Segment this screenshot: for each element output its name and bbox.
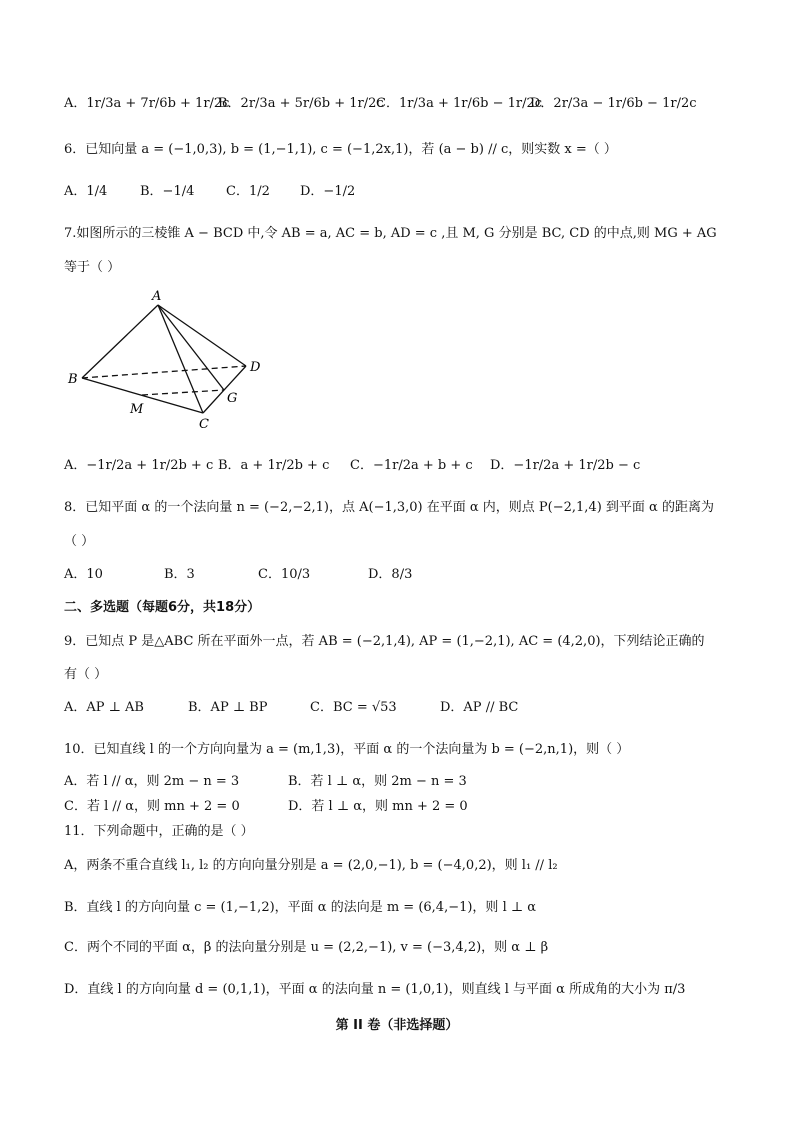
- edge-cd: [203, 366, 246, 413]
- q10-option-b: B．若 l ⊥ α，则 2m − n = 3: [288, 774, 467, 789]
- q9-option-b: B．AP ⊥ BP: [188, 700, 268, 715]
- q6-option-a: A．1/4: [64, 184, 108, 199]
- q9-option-d: D．AP // BC: [440, 700, 519, 715]
- q5-option-c: C．1r/3a + 1r/6b − 1r/2c: [376, 96, 543, 111]
- q11-option-b: B．直线 l 的方向向量 c = (1,−1,2)，平面 α 的法向是 m = (6,4,−1)，则 l ⊥ α: [64, 900, 536, 915]
- q9-stem-line1: 9．已知点 P 是△ABC 所在平面外一点，若 AB = (−2,1,4), AP = (1,−2,1), AC = (4,2,0)，下列结论正确的: [64, 634, 705, 649]
- label-m: M: [130, 402, 144, 417]
- q8-option-a: A．10: [64, 567, 103, 582]
- q9-option-a: A．AP ⊥ AB: [64, 700, 144, 715]
- q8-option-b: B．3: [164, 567, 195, 582]
- label-a: A: [152, 289, 162, 304]
- q5-option-d: D．2r/3a − 1r/6b − 1r/2c: [530, 96, 697, 111]
- label-d: D: [250, 360, 261, 375]
- label-g: G: [227, 391, 238, 406]
- q11-option-c: C．两个不同的平面 α，β 的法向量分别是 u = (2,2,−1), v = (−3,4,2)，则 α ⊥ β: [64, 940, 549, 955]
- q8-option-d: D．8/3: [368, 567, 413, 582]
- q9-stem-line2: 有（ ）: [64, 667, 108, 682]
- segment-mg-hidden: [142, 390, 224, 395]
- q10-option-d: D．若 l ⊥ α，则 mn + 2 = 0: [288, 799, 468, 814]
- edge-ab: [82, 305, 158, 378]
- label-c: C: [199, 417, 209, 432]
- q7-option-c: C．−1r/2a + b + c: [350, 458, 473, 473]
- q11-stem: 11．下列命题中，正确的是（ ）: [64, 824, 254, 839]
- q8-stem-line2: （ ）: [64, 534, 95, 549]
- edge-ag: [158, 305, 224, 390]
- q5-option-b: B．2r/3a + 5r/6b + 1r/2c: [218, 96, 384, 111]
- part2-title: 第 II 卷（非选择题）: [335, 1018, 459, 1033]
- q7-stem-line2: 等于（ ）: [64, 260, 121, 275]
- q10-option-a: A．若 l // α，则 2m − n = 3: [64, 774, 240, 789]
- q10-option-c: C．若 l // α，则 mn + 2 = 0: [64, 799, 240, 814]
- section-multi-choice-title: 二、多选题（每题6分，共18分）: [64, 600, 261, 615]
- q9-option-c: C．BC = √53: [310, 700, 397, 715]
- q10-stem: 10．已知直线 l 的一个方向向量为 a = (m,1,3)，平面 α 的一个法向量为 b = (−2,n,1)，则（ ）: [64, 742, 630, 757]
- q8-stem-line1: 8．已知平面 α 的一个法向量 n = (−2,−2,1)，点 A(−1,3,0) 在平面 α 内，则点 P(−2,1,4) 到平面 α 的距离为: [64, 500, 714, 515]
- q6-option-b: B．−1/4: [140, 184, 195, 199]
- q6-option-c: C．1/2: [226, 184, 270, 199]
- q6-stem: 6．已知向量 a = (−1,0,3), b = (1,−1,1), c = (−1,2x,1)，若 (a − b) // c，则实数 x =（ ）: [64, 142, 617, 157]
- q7-tetrahedron-figure: [60, 285, 280, 435]
- q11-option-d: D．直线 l 的方向向量 d = (0,1,1)，平面 α 的法向量 n = (1,0,1)，则直线 l 与平面 α 所成角的大小为 π/3: [64, 982, 686, 997]
- q7-option-a: A．−1r/2a + 1r/2b + c: [64, 458, 214, 473]
- q7-option-d: D．−1r/2a + 1r/2b − c: [490, 458, 641, 473]
- q5-option-a: A．1r/3a + 7r/6b + 1r/2c: [64, 96, 230, 111]
- q7-option-b: B．a + 1r/2b + c: [218, 458, 330, 473]
- q11-option-a: A，两条不重合直线 l₁, l₂ 的方向向量分别是 a = (2,0,−1), b = (−4,0,2)，则 l₁ // l₂: [64, 858, 558, 873]
- q6-option-d: D．−1/2: [300, 184, 356, 199]
- q8-option-c: C．10/3: [258, 567, 311, 582]
- edge-bd-hidden: [82, 366, 246, 378]
- label-b: B: [68, 372, 78, 387]
- q7-stem-line1: 7.如图所示的三棱锥 A − BCD 中,令 AB = a, AC = b, AD = c ,且 M, G 分别是 BC, CD 的中点,则 MG + AG: [64, 226, 717, 241]
